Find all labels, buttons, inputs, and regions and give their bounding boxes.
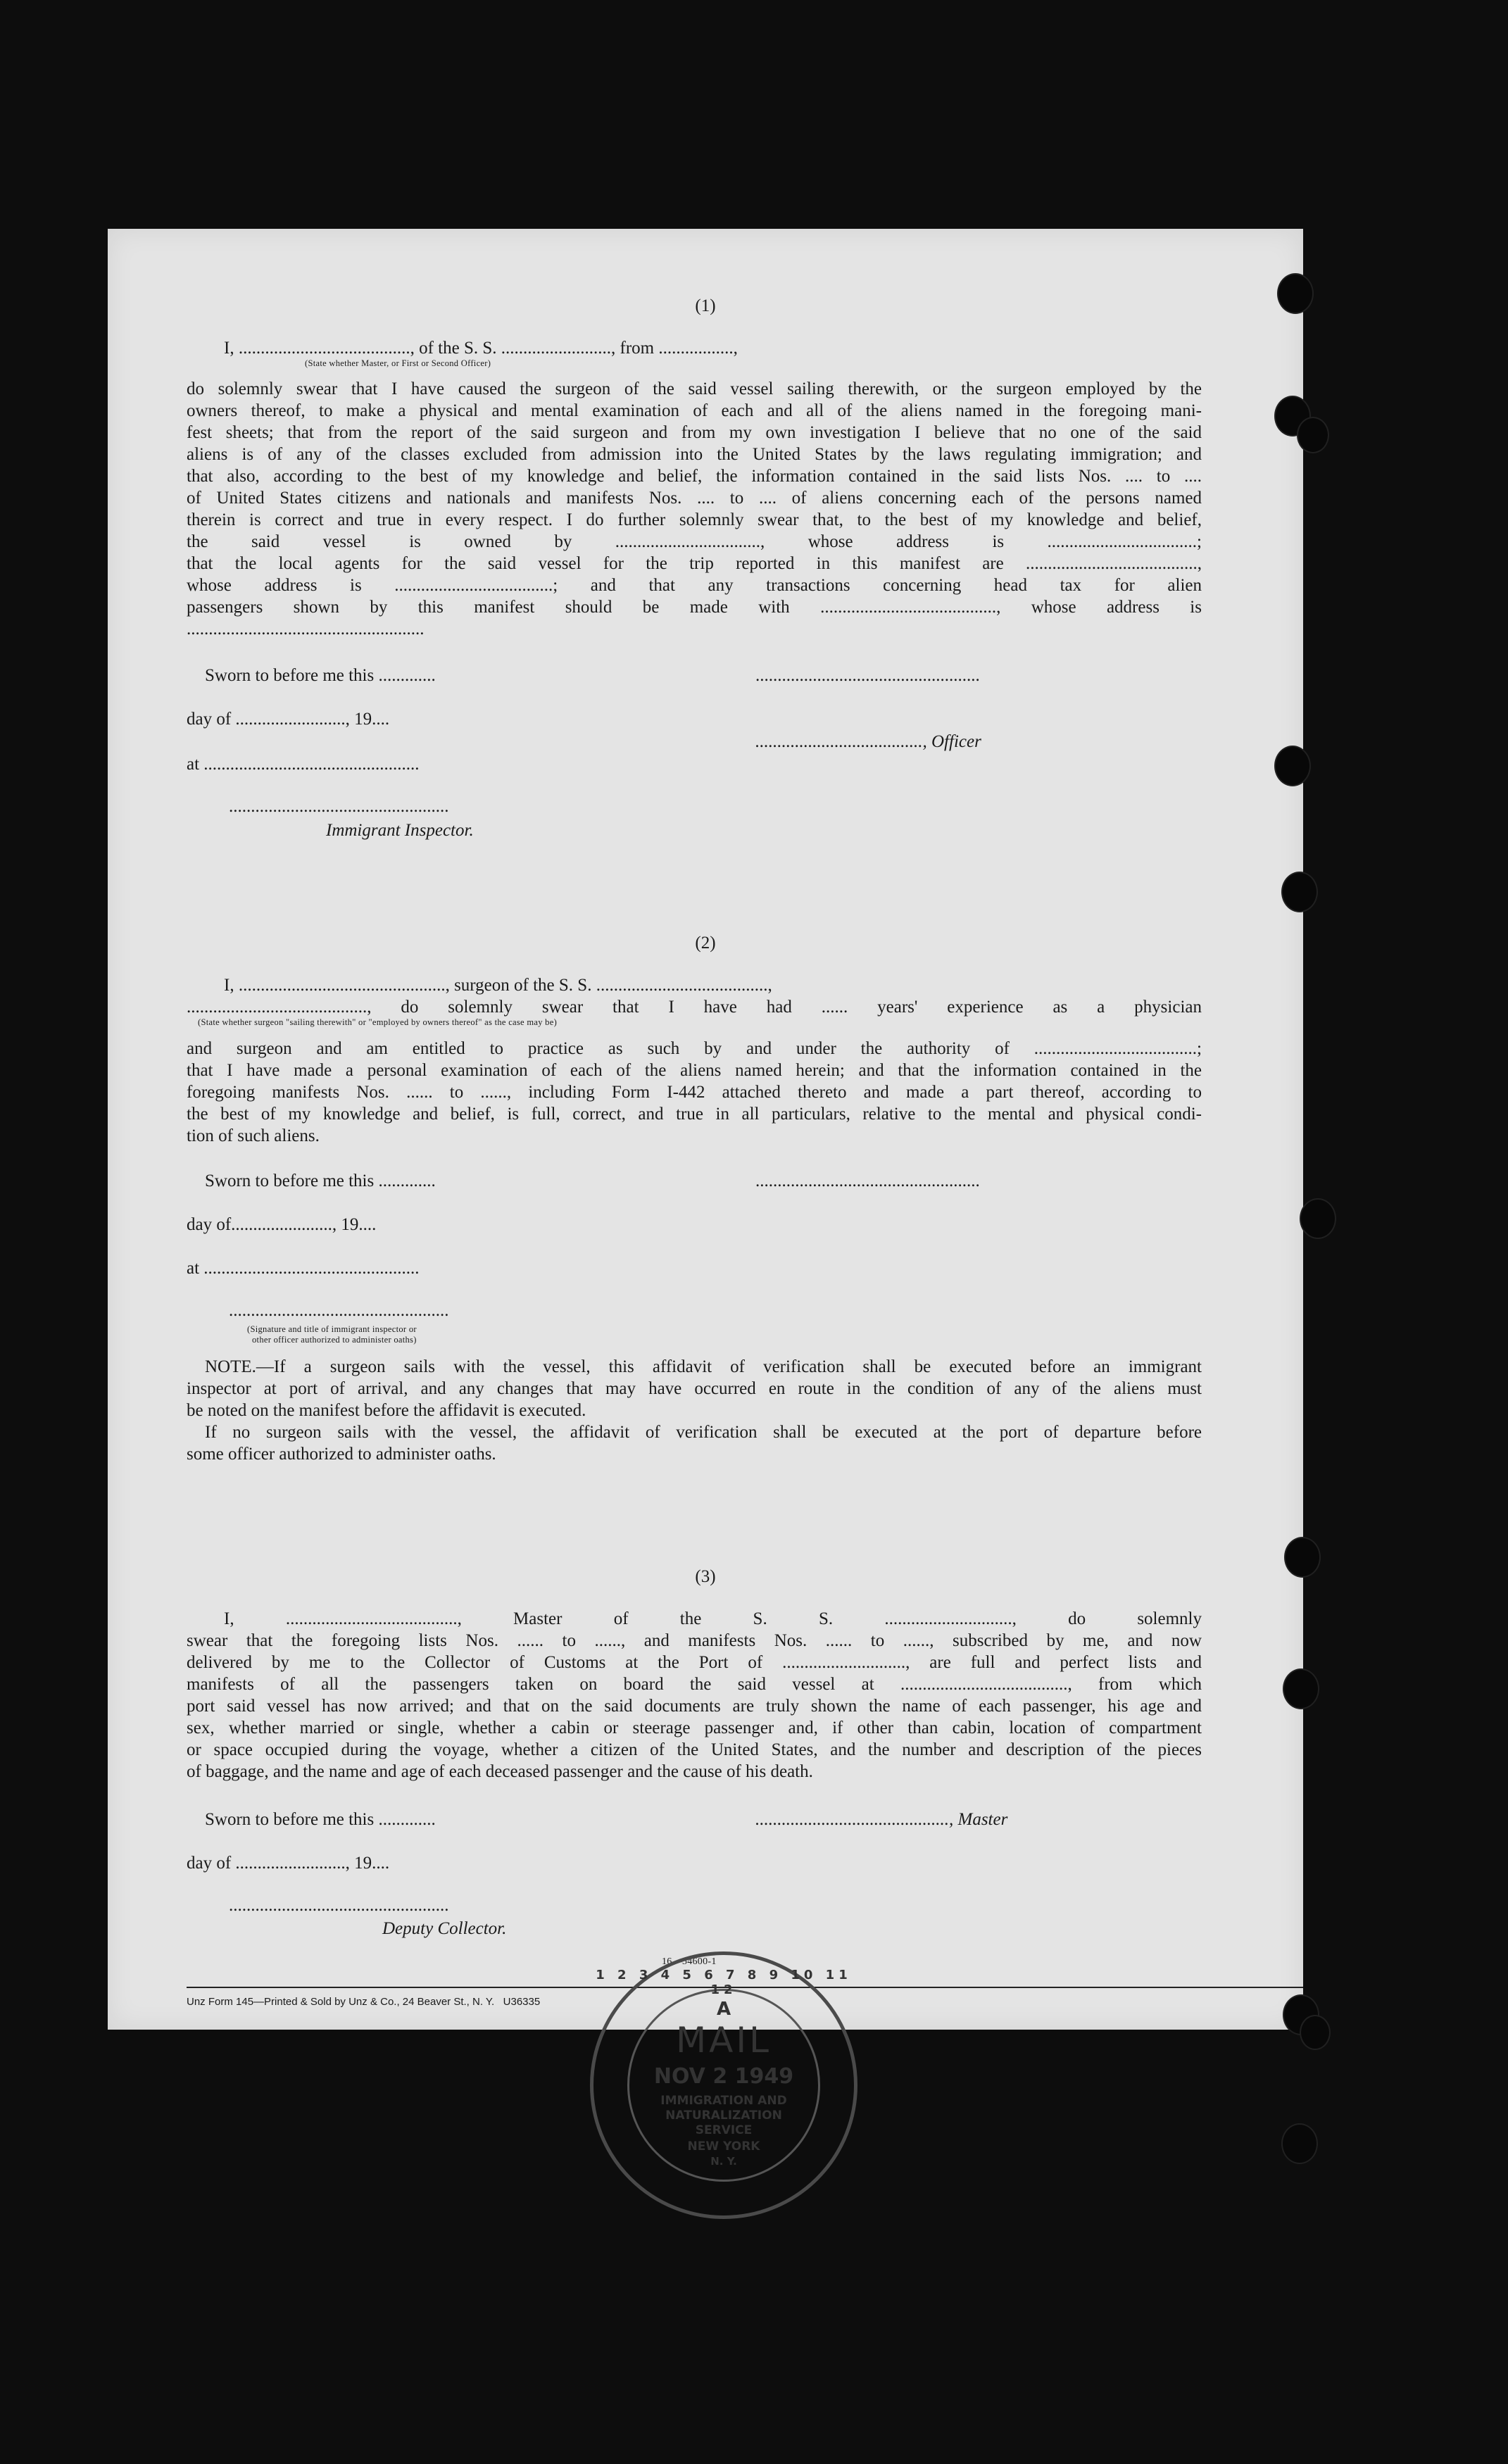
binder-hole bbox=[1281, 2123, 1318, 2164]
section-3-collector-title: Deputy Collector. bbox=[382, 1919, 507, 1938]
section-3-master: ............................................, Master bbox=[755, 1810, 1008, 1829]
section-1-body-line: the said vessel is owned by ................................., whose address is ..................................; bbox=[187, 532, 1202, 551]
section-3-body-line: manifests of all the passengers taken on board the said vessel at ......................................, from which bbox=[187, 1675, 1202, 1694]
binder-hole bbox=[1281, 872, 1318, 912]
section-1-body-line: whose address is ....................................; and that any transactions concerning head tax for alien bbox=[187, 576, 1202, 595]
section-1-body-line: owners thereof, to make a physical and mental examination of each and all of the aliens named in the foregoing mani- bbox=[187, 401, 1202, 420]
section-3-sworn: Sworn to before me this ............. bbox=[205, 1810, 436, 1829]
section-1-sworn: Sworn to before me this ............. bbox=[205, 666, 436, 685]
section-2-signature-caption: (Signature and title of immigrant inspector or bbox=[247, 1324, 417, 1334]
section-2-line-1: I, ..............................................., surgeon of the S. S. ......................................., bbox=[224, 976, 772, 995]
section-3-body-line: sex, whether married or single, whether a cabin or steerage passenger and, if other than cabin, location of compartment bbox=[187, 1718, 1202, 1737]
section-2-line-2: ........................................., do solemnly swear that I have had ...... years' experience as a physician bbox=[187, 998, 1202, 1017]
section-1-at: at ................................................. bbox=[187, 755, 420, 774]
section-1-day: day of ........................., 19.... bbox=[187, 710, 390, 729]
section-1-heading: (1) bbox=[695, 296, 716, 315]
section-1-body-line: that the local agents for the said vessel for the trip reported in this manifest are ......................................., bbox=[187, 554, 1202, 573]
stamp-letter: A bbox=[716, 1999, 731, 2020]
section-2-inspector-signature: .................................................. bbox=[229, 1301, 449, 1320]
form-number: 16—54600-1 bbox=[662, 1956, 717, 1967]
section-3-day: day of ........................., 19.... bbox=[187, 1854, 390, 1873]
stamp-agency: SERVICE bbox=[695, 2123, 753, 2137]
section-2-body-line: and surgeon and am entitled to practice as such by and under the authority of .....................................; bbox=[187, 1039, 1202, 1058]
section-2-signature-caption: other officer authorized to administer oaths) bbox=[252, 1335, 417, 1345]
section-2-day: day of......................., 19.... bbox=[187, 1215, 377, 1234]
note-line: If no surgeon sails with the vessel, the affidavit of verification shall be executed at the port of departure before bbox=[205, 1423, 1202, 1442]
section-3-heading: (3) bbox=[695, 1567, 716, 1586]
section-1-subcaption: (State whether Master, or First or Second Officer) bbox=[305, 358, 491, 368]
section-1-body-line: fest sheets; that from the report of the said surgeon and from my own investigation I believe that no one of the said bbox=[187, 423, 1202, 442]
mail-stamp bbox=[590, 1951, 857, 2219]
binder-hole bbox=[1297, 417, 1329, 453]
section-2-body-line: foregoing manifests Nos. ...... to ......, including Form I-442 attached thereto and made a part thereof, according to bbox=[187, 1083, 1202, 1102]
section-3-body-line: of baggage, and the name and age of each deceased passenger and the cause of his death. bbox=[187, 1762, 813, 1781]
section-1-body-line: aliens is of any of the classes excluded from admission into the United States by the laws regulating immigration; and bbox=[187, 445, 1202, 464]
section-1-officer: ......................................, Officer bbox=[755, 732, 981, 751]
stamp-state: N. Y. bbox=[710, 2155, 737, 2168]
section-1-body-line: do solemnly swear that I have caused the surgeon of the said vessel sailing therewith, or the surgeon employed by the bbox=[187, 379, 1202, 398]
note-line: NOTE.—If a surgeon sails with the vessel, this affidavit of verification shall be executed before an immigrant bbox=[205, 1357, 1202, 1376]
stamp-agency: IMMIGRATION AND bbox=[660, 2094, 787, 2108]
stamp-agency: NATURALIZATION bbox=[665, 2108, 782, 2123]
section-2-body-line: that I have made a personal examination of each of the aliens named herein; and that the information contained in the bbox=[187, 1061, 1202, 1080]
section-2-signature-line: ................................................... bbox=[755, 1171, 980, 1190]
section-1-inspector-title: Immigrant Inspector. bbox=[326, 821, 474, 840]
stamp-mail: MAIL bbox=[676, 2020, 772, 2061]
section-3-body-line: I, ......................................., Master of the S. S. ............................., do solemnly bbox=[224, 1609, 1202, 1628]
note-line: inspector at port of arrival, and any changes that may have occurred en route in the condition of any of the aliens must bbox=[187, 1379, 1202, 1398]
section-3-body-line: delivered by me to the Collector of Customs at the Port of ............................, are full and perfect lists and bbox=[187, 1653, 1202, 1672]
section-2-heading: (2) bbox=[695, 934, 716, 953]
section-2-at: at ................................................. bbox=[187, 1259, 420, 1278]
section-2-sworn: Sworn to before me this ............. bbox=[205, 1171, 436, 1190]
note-line: some officer authorized to administer oaths. bbox=[187, 1445, 496, 1464]
section-1-inspector-signature: .................................................. bbox=[229, 797, 449, 816]
binder-hole bbox=[1300, 1198, 1336, 1239]
stamp-city: NEW YORK bbox=[687, 2139, 760, 2154]
section-3-body-line: swear that the foregoing lists Nos. ...... to ......, and manifests Nos. ...... to ......, subscribed by me, and now bbox=[187, 1631, 1202, 1650]
section-1-body-line: therein is correct and true in every respect. I do further solemnly swear that, to the best of my knowledge and belief, bbox=[187, 510, 1202, 529]
note-line: be noted on the manifest before the affidavit is executed. bbox=[187, 1401, 586, 1420]
binder-hole bbox=[1274, 746, 1311, 786]
section-2-body-line: tion of such aliens. bbox=[187, 1126, 320, 1145]
section-3-body-line: or space occupied during the voyage, whether a citizen of the United States, and the number and description of the pieces bbox=[187, 1740, 1202, 1759]
section-1-body-line: ...................................................... bbox=[187, 620, 425, 639]
binder-hole bbox=[1283, 1668, 1319, 1709]
section-3-body-line: port said vessel has now arrived; and that on the said documents are truly shown the name of each passenger, his age and bbox=[187, 1697, 1202, 1716]
section-1-signature-line: ................................................... bbox=[755, 666, 980, 685]
section-1-line-1: I, ......................................., of the S. S. ........................., from ................., bbox=[224, 339, 738, 358]
section-3-collector-signature: .................................................. bbox=[229, 1896, 449, 1915]
section-1-body-line: of United States citizens and nationals and manifests Nos. .... to .... of aliens concerning each of the persons named bbox=[187, 489, 1202, 508]
section-1-body-line: that also, according to the best of my knowledge and belief, the information contained in the said lists Nos. .... to .... bbox=[187, 467, 1202, 486]
binder-hole bbox=[1284, 1537, 1321, 1578]
section-2-subcaption: (State whether surgeon "sailing therewith" or "employed by owners thereof" as the case may be) bbox=[198, 1017, 558, 1027]
stamp-ring-numbers: 1 2 3 4 5 6 7 8 9 10 11 12 bbox=[596, 1968, 852, 1997]
stamp-date: NOV 2 1949 bbox=[653, 2064, 794, 2089]
binder-hole bbox=[1300, 2015, 1331, 2050]
binder-hole bbox=[1277, 273, 1314, 314]
section-1-body-line: passengers shown by this manifest should be made with ........................................, whose address is bbox=[187, 598, 1202, 617]
document-page bbox=[108, 229, 1303, 2030]
section-2-body-line: the best of my knowledge and belief, is full, correct, and true in all particulars, relative to the mental and physical condi- bbox=[187, 1105, 1202, 1124]
printer-imprint: Unz Form 145—Printed & Sold by Unz & Co., 24 Beaver St., N. Y. U36335 bbox=[187, 1996, 541, 2008]
